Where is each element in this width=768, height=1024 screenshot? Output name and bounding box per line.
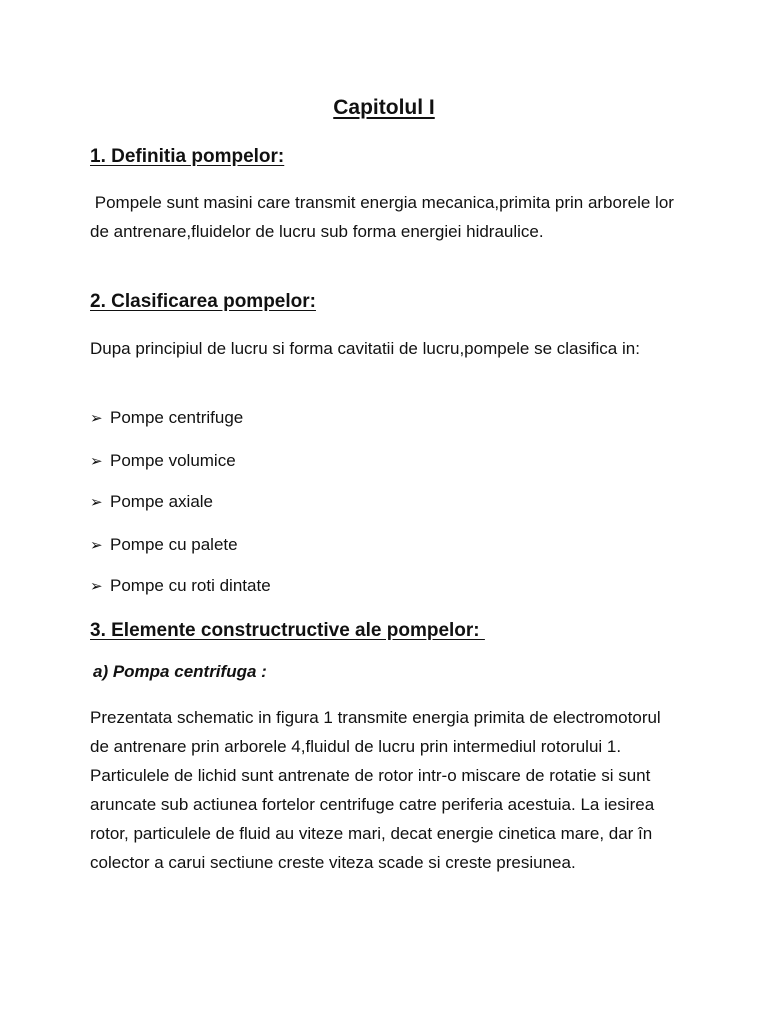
section-heading-definition: 1. Definitia pompelor: xyxy=(90,146,285,167)
arrowhead-bullet-icon: ➢ xyxy=(90,453,103,470)
arrowhead-bullet-icon: ➢ xyxy=(90,578,103,595)
list-item xyxy=(90,406,243,431)
subheading-centrifugal-pump: a) Pompa centrifuga : xyxy=(93,662,267,681)
arrowhead-bullet-icon: ➢ xyxy=(90,494,103,511)
list-item-label: Pompe cu roti dintate xyxy=(110,576,271,595)
classification-paragraph: Dupa principiul de lucru si forma cavitatii de lucru,pompele se clasifica in: xyxy=(90,339,640,358)
arrowhead-bullet-icon: ➢ xyxy=(90,537,103,554)
list-item xyxy=(90,574,271,599)
list-item xyxy=(90,490,213,515)
list-item xyxy=(90,449,236,474)
chapter-title: Capitolul I xyxy=(333,96,435,119)
centrifugal-pump-paragraph: Prezentata schematic in figura 1 transmite energia primita de electromotorul de antrenare prin arborele 4,fluidul de lucru prin intermediul rotorului 1. Particulele de lichid sunt antrenate de rotor intr-o miscare de rotatie si sunt aruncate sub actiunea fortelor centrifuge catre periferia acestuia. La iesirea rotor, particulele de fluid au viteze mari, decat energie cinetica mare, dar în colector a carui sectiune creste viteza scade si creste presiunea. xyxy=(90,708,661,872)
arrowhead-bullet-icon: ➢ xyxy=(90,410,103,427)
list-item-label: Pompe volumice xyxy=(110,451,236,470)
definition-paragraph: Pompele sunt masini care transmit energia mecanica,primita prin arborele lor de antrenare,fluidelor de lucru sub forma energiei hidraulice. xyxy=(90,193,679,241)
list-item-label: Pompe axiale xyxy=(110,492,214,511)
list-item-label: Pompe centrifuge xyxy=(110,408,244,427)
section-heading-classification: 2. Clasificarea pompelor: xyxy=(90,291,316,312)
section-heading-elements: 3. Elemente constructructive ale pompelor: xyxy=(90,620,485,641)
list-item-label: Pompe cu palete xyxy=(110,535,238,554)
list-item xyxy=(90,533,238,558)
